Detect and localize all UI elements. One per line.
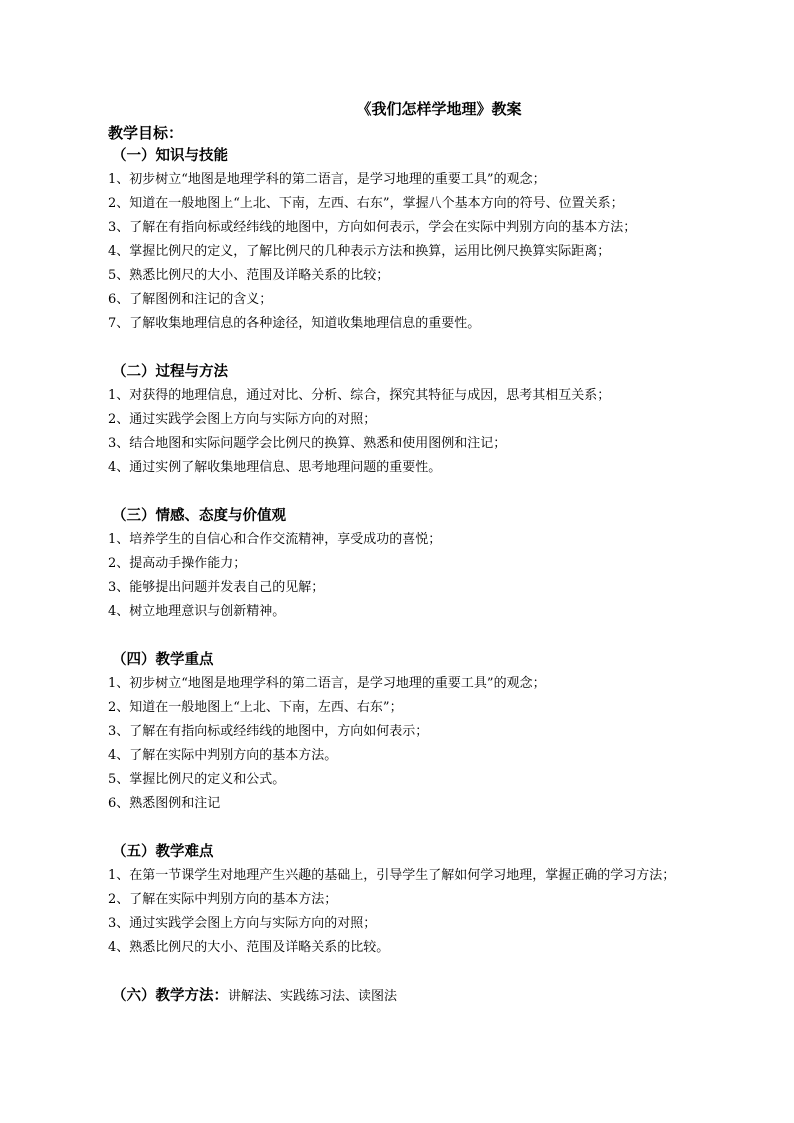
section-heading: （五）教学难点	[112, 843, 214, 860]
section-heading: （四）教学重点	[112, 651, 214, 668]
list-item: 3、通过实践学会图上方向与实际方向的对照；	[108, 916, 377, 931]
list-item: 2、提高动手操作能力；	[108, 556, 247, 571]
section-teaching-methods	[108, 984, 734, 1009]
document-title: 《我们怎样学地理》教案	[356, 100, 522, 118]
section-difficult-points	[108, 840, 734, 960]
section-heading: （二）过程与方法	[112, 363, 228, 380]
list-item: 1、初步树立“地图是地理学科的第二语言，是学习地理的重要工具”的观念；	[108, 172, 546, 187]
list-item: 2、通过实践学会图上方向与实际方向的对照；	[108, 412, 377, 427]
list-item: 1、初步树立“地图是地理学科的第二语言，是学习地理的重要工具”的观念；	[108, 676, 546, 691]
list-item: 7、了解收集地理信息的各种途径，知道收集地理信息的重要性。	[108, 316, 481, 331]
objectives-label: 教学目标：	[108, 124, 184, 142]
section-attitude-values	[108, 504, 734, 624]
section-knowledge-skills	[108, 144, 734, 336]
section-process-methods	[108, 360, 734, 480]
section-key-points	[108, 648, 734, 816]
list-item: 4、通过实例了解收集地理信息、思考地理问题的重要性。	[108, 460, 442, 475]
list-item: 3、了解在有指向标或经纬线的地图中，方向如何表示，学会在实际中判别方向的基本方法；	[108, 220, 637, 235]
list-item: 2、知道在一般地图上“上北、下南，左西、右东”，掌握八个基本方向的符号、位置关系；	[108, 196, 624, 211]
list-item: 1、在第一节课学生对地理产生兴趣的基础上，引导学生了解如何学习地理，掌握正确的学习方法；	[108, 868, 676, 883]
methods-text: 讲解法、实践练习法、读图法	[228, 989, 398, 1004]
list-item: 5、掌握比例尺的定义和公式。	[108, 772, 286, 787]
list-item: 2、知道在一般地图上“上北、下南，左西、右东”；	[108, 700, 403, 715]
list-item: 6、了解图例和注记的含义；	[108, 292, 273, 307]
section-heading: （三）情感、态度与价值观	[112, 507, 286, 524]
list-item: 4、熟悉比例尺的大小、范围及详略关系的比较。	[108, 940, 390, 955]
list-item: 3、结合地图和实际问题学会比例尺的换算、熟悉和使用图例和注记；	[108, 436, 507, 451]
list-item: 4、掌握比例尺的定义，了解比例尺的几种表示方法和换算，运用比例尺换算实际距离；	[108, 244, 611, 259]
list-item: 4、树立地理意识与创新精神。	[108, 604, 286, 619]
list-item: 1、对获得的地理信息，通过对比、分析、综合，探究其特征与成因，思考其相互关系；	[108, 388, 611, 403]
list-item: 3、了解在有指向标或经纬线的地图中，方向如何表示；	[108, 724, 429, 739]
list-item: 1、培养学生的自信心和合作交流精神，享受成功的喜悦；	[108, 532, 442, 547]
section-heading: （一）知识与技能	[112, 147, 228, 164]
list-item: 3、能够提出问题并发表自己的见解；	[108, 580, 325, 595]
list-item: 5、熟悉比例尺的大小、范围及详略关系的比较；	[108, 268, 390, 283]
list-item: 4、了解在实际中判别方向的基本方法。	[108, 748, 338, 763]
list-item: 2、了解在实际中判别方向的基本方法；	[108, 892, 338, 907]
list-item: 6、熟悉图例和注记	[108, 796, 221, 811]
methods-line	[112, 984, 734, 1009]
section-heading: （六）教学方法：	[112, 987, 228, 1004]
